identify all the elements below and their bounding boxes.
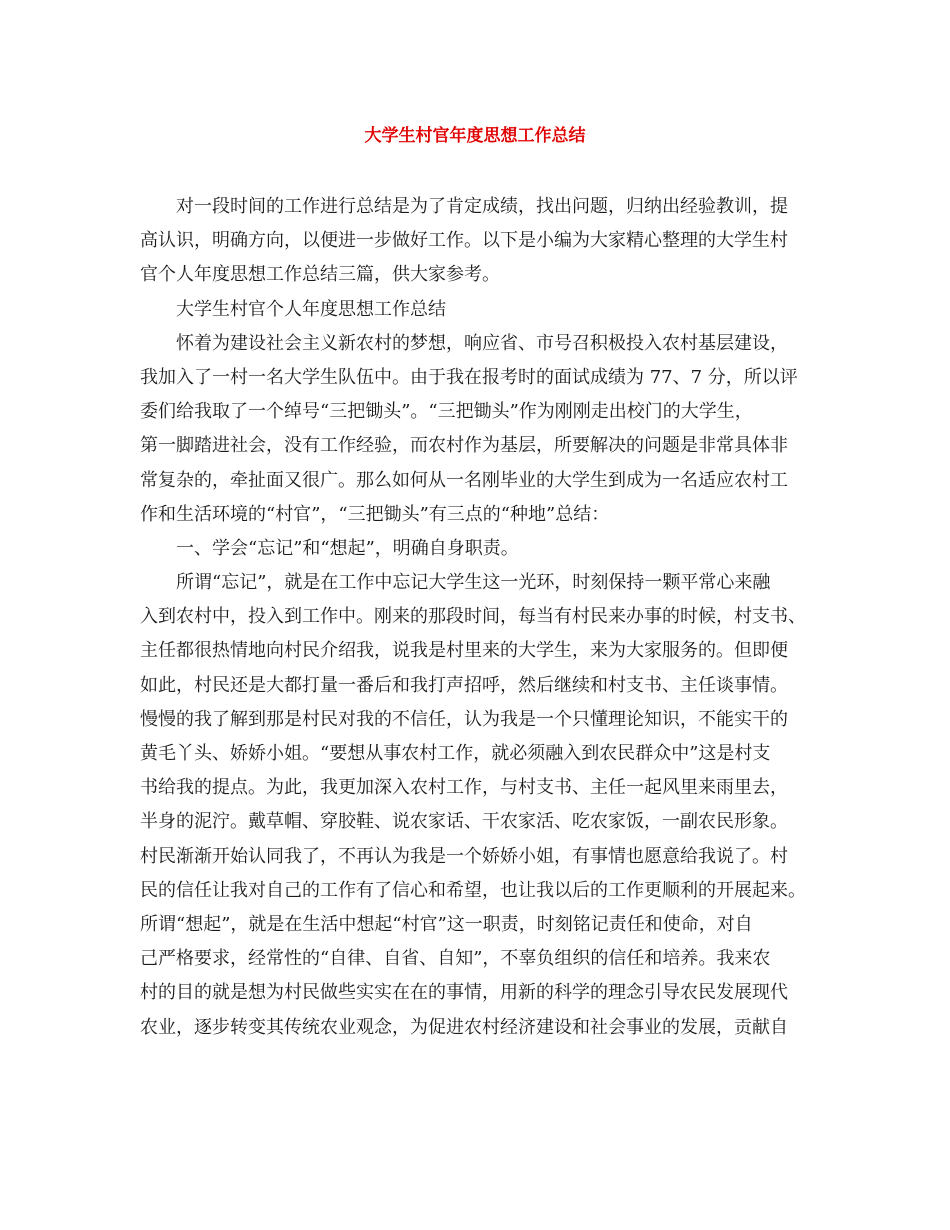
body-text-line: 所谓“忘记”，就是在工作中忘记大学生这一光环，时刻保持一颗平常心来融	[176, 572, 771, 594]
body-text-line: 怀着为建设社会主义新农村的梦想，响应省、市号召积极投入农村基层建设，	[176, 332, 788, 354]
body-text-line: 一、学会“忘记”和“想起”，明确自身职责。	[176, 537, 519, 559]
body-text-line: 常复杂的，牵扯面又很广。那么如何从一名刚毕业的大学生到成为一名适应农村工	[140, 469, 788, 491]
body-text-line: 作和生活环境的“村官”，“三把锄头”有三点的“种地”总结：	[140, 503, 610, 525]
document-body	[140, 190, 820, 1045]
body-text-line: 对一段时间的工作进行总结是为了肯定成绩，找出问题，归纳出经验教训，提	[176, 196, 788, 217]
body-text-line: 如此，村民还是大都打量一番后和我打声招呼，然后继续和村支书、主任谈事情。	[140, 674, 788, 696]
body-text-line: 农业，逐步转变其传统农业观念，为促进农村经济建设和社会事业的发展，贡献自	[140, 1016, 788, 1038]
body-text-line: 村的目的就是想为村民做些实实在在的事情，用新的科学的理念引导农民发展现代	[140, 982, 788, 1004]
body-text-line: 我加入了一村一名大学生队伍中。由于我在报考时的面试成绩为 77、7 分，所以评	[140, 366, 798, 388]
body-text-line: 入到农村中，投入到工作中。刚来的那段时间，每当有村民来办事的时候，村支书、	[140, 606, 806, 628]
document-title: 大学生村官年度思想工作总结	[364, 126, 586, 146]
body-text-line: 慢慢的我了解到那是村民对我的不信任，认为我是一个只懂理论知识，不能实干的	[140, 708, 788, 730]
body-text-line: 黄毛丫头、娇娇小姐。“要想从事农村工作，就必须融入到农民群众中”这是村支	[140, 743, 771, 764]
body-text-line: 委们给我取了一个绰号“三把锄头”。“三把锄头”作为刚刚走出校门的大学生，	[140, 401, 753, 423]
body-text-line: 所谓“想起”，就是在生活中想起“村官”这一职责，时刻铭记责任和使命，对自	[140, 913, 753, 935]
body-text-line: 己严格要求，经常性的“自律、自省、自知”，不辜负组织的信任和培养。我来农	[140, 948, 771, 970]
body-text-line: 官个人年度思想工作总结三篇，供大家参考。	[140, 264, 500, 286]
body-text-line: 第一脚踏进社会，没有工作经验，而农村作为基层，所要解决的问题是非常具体非	[140, 435, 788, 457]
body-text-line: 大学生村官个人年度思想工作总结	[176, 298, 446, 320]
body-text-line: 村民渐渐开始认同我了，不再认为我是一个娇娇小姐，有事情也愿意给我说了。村	[140, 845, 788, 867]
body-text-line: 书给我的提点。为此，我更加深入农村工作，与村支书、主任一起风里来雨里去，	[140, 777, 788, 799]
body-text-line: 高认识，明确方向，以便进一步做好工作。以下是小编为大家精心整理的大学生村	[140, 230, 788, 252]
body-text-line: 民的信任让我对自己的工作有了信心和希望，也让我以后的工作更顺利的开展起来。	[140, 879, 806, 901]
body-text-line: 半身的泥泞。戴草帽、穿胶鞋、说农家话、干农家活、吃农家饭，一副农民形象。	[140, 811, 788, 833]
body-text-line: 主任都很热情地向村民介绍我，说我是村里来的大学生，来为大家服务的。但即便	[140, 640, 788, 662]
